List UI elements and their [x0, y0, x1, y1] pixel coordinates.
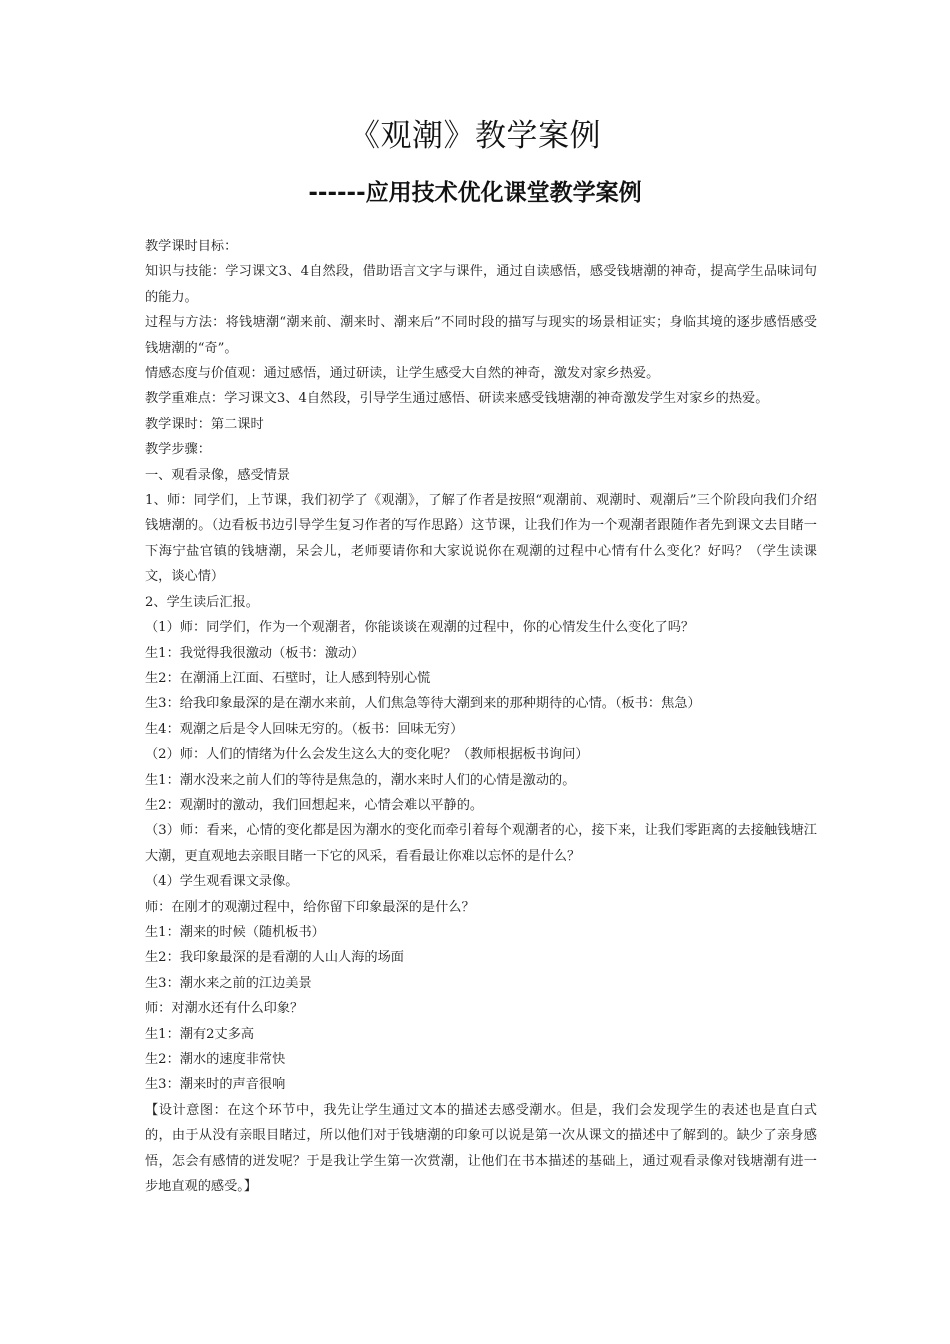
- paragraph-question-3: （3）师：看来，心情的变化都是因为潮水的变化而牵引着每个观潮者的心，接下来，让我们零距离的去接触钱塘江大潮，更直观地去亲眼目睹一下它的风采，看看最让你难以忘怀的是什么？: [145, 823, 817, 864]
- paragraph-step-watch-video: （4）学生观看课文录像。: [145, 874, 299, 890]
- paragraph-steps-heading: 教学步骤：: [145, 442, 211, 458]
- paragraph-answer: 生1：潮水没来之前人们的等待是焦急的，潮水来时人们的心情是激动的。: [145, 772, 576, 788]
- paragraph-answer: 生3：潮来时的声音很响: [145, 1077, 286, 1093]
- paragraph-answer: 生1：我觉得我很激动（板书：激动）: [145, 645, 365, 661]
- paragraph-answer: 生2：在潮涌上江面、石壁时，让人感到特别心慌: [145, 670, 431, 686]
- paragraph-answer: 生2：观潮时的激动，我们回想起来，心情会难以平静的。: [145, 797, 484, 813]
- paragraph-step-1: 1、师：同学们，上节课，我们初学了《观潮》，了解了作者是按照“观潮前、观潮时、观潮后”三个阶段向我们介绍钱塘潮的。（边看板书边引导学生复习作者的写作思路）这节课，让我们作为一个观潮者跟随作者先到课文去目睹一下海宁盐官镇的钱塘潮，呆会儿，老师要请你和大家说说你在观潮的过程中心情有什么变化？好吗？（学生读课文，谈心情）: [145, 493, 817, 585]
- paragraph-lesson-period: 教学课时：第二课时: [145, 416, 264, 432]
- paragraph-section-one: 一、观看录像，感受情景: [145, 467, 291, 483]
- document-title: 《观潮》教学案例: [349, 118, 601, 154]
- paragraph-answer: 生1：潮有2丈多高: [145, 1026, 255, 1042]
- paragraph-knowledge-skills: 知识与技能：学习课文3、4自然段，借助语言文字与课件，通过自读感悟，感受钱塘潮的神奇，提高学生品味词句的能力。: [145, 264, 817, 305]
- paragraph-answer: 生3：潮水来之前的江边美景: [145, 975, 312, 991]
- paragraph-answer: 生4：观潮之后是令人回味无穷的。（板书：回味无穷）: [145, 721, 464, 737]
- paragraph-question-2: （2）师：人们的情绪为什么会发生这么大的变化呢？（教师根据板书询问）: [145, 747, 589, 763]
- paragraph-key-difficulties: 教学重难点：学习课文3、4自然段，引导学生通过感悟、研读来感受钱塘潮的神奇激发学生对家乡的热爱。: [145, 391, 769, 407]
- paragraph-answer: 生3：给我印象最深的是在潮水来前，人们焦急等待大潮到来的那种期待的心情。（板书：焦急）: [145, 696, 701, 712]
- paragraph-answer: 生2：我印象最深的是看潮的人山人海的场面: [145, 950, 404, 966]
- paragraph-teacher-question: 师：在刚才的观潮过程中，给你留下印象最深的是什么？: [145, 899, 475, 915]
- paragraph-answer: 生1：潮来的时候（随机板书）: [145, 924, 325, 940]
- paragraph-answer: 生2：潮水的速度非常快: [145, 1052, 286, 1067]
- paragraph-question-1: （1）师：同学们，作为一个观潮者，你能谈谈在观潮的过程中，你的心情发生什么变化了吗？: [145, 620, 695, 636]
- document-body: [145, 234, 817, 1199]
- paragraph-design-intent: 【设计意图：在这个环节中，我先让学生通过文本的描述去感受潮水。但是，我们会发现学生的表述也是直白式的，由于从没有亲眼目睹过，所以他们对于钱塘潮的印象可以说是第一次从课文的描述中了解到的。缺少了亲身感悟，怎会有感情的迸发呢？于是我让学生第一次赏潮，让他们在书本描述的基础上，通过观看录像对钱塘潮有进一步地直观的感受。】: [145, 1102, 817, 1195]
- paragraph-emotion-values: 情感态度与价值观：通过感悟，通过研读，让学生感受大自然的神奇，激发对家乡热爱。: [145, 366, 660, 382]
- paragraph-teacher-question: 师：对潮水还有什么印象？: [145, 1001, 304, 1017]
- paragraph-step-2: 2、学生读后汇报。: [145, 594, 259, 610]
- paragraph-process-method: 过程与方法：将钱塘潮“潮来前、潮来时、潮来后”不同时段的描写与现实的场景相证实；身临其境的逐步感悟感受钱塘潮的“奇”。: [145, 315, 817, 356]
- paragraph-objectives-heading: 教学课时目标：: [145, 239, 238, 254]
- document-subtitle: ------应用技术优化课堂教学案例: [308, 180, 642, 206]
